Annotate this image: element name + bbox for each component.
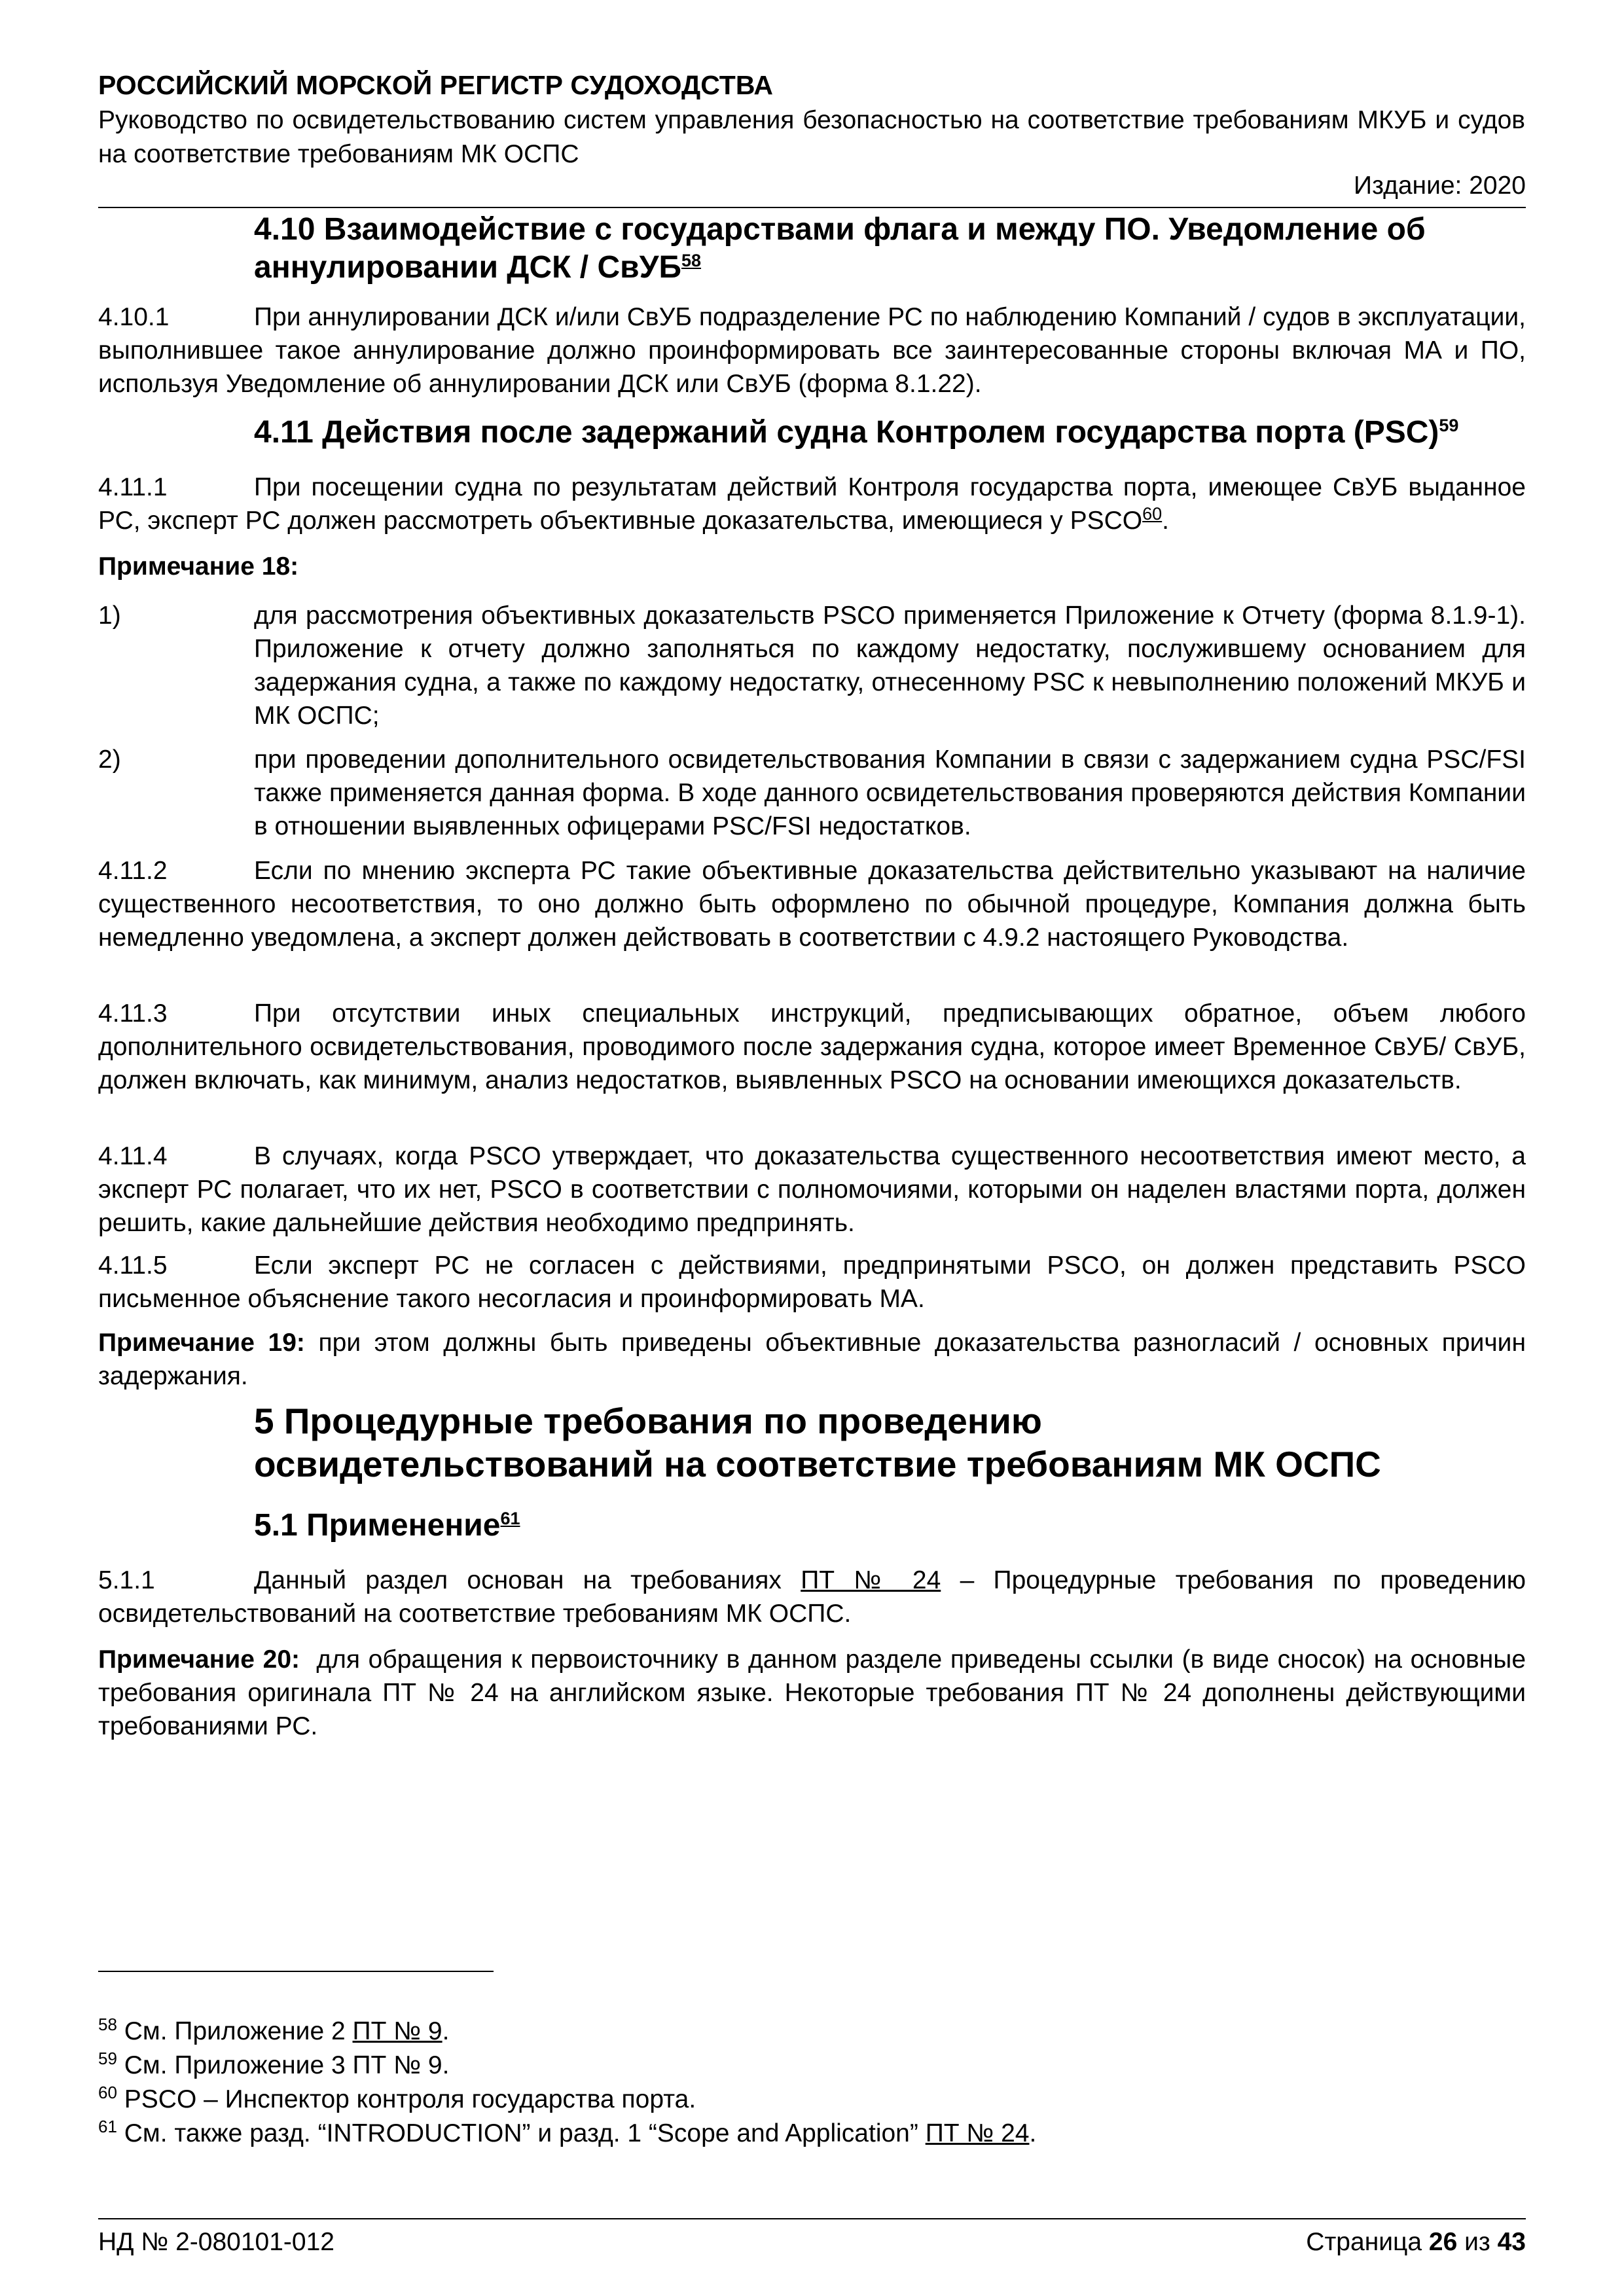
heading-4-10-line2: аннулировании ДСК / СвУБ — [254, 250, 681, 285]
footnote-number: 60 — [98, 2083, 117, 2102]
paragraph-number: 5.1.1 — [98, 1566, 155, 1594]
footnote-link[interactable]: ПТ № 24 — [925, 2119, 1030, 2147]
paragraph-text: При отсутствии иных специальных инструкций, предписывающих обратное, объем любого дополнительного освидетельствования, проводимого после задержания судна, которое имеет Временное СвУБ/ СвУБ, должен включать, как минимум, анализ недостатков, выявленных PSCO на основании имеющихся доказательств. — [98, 999, 1526, 1094]
paragraph-text: При аннулировании ДСК и/или СвУБ подразделение РС по наблюдению Компаний / судов в эксплуатации, выполнившее такое аннулирование должно проинформировать все заинтересованные стороны включая МА и ПО, используя Уведомление об аннулировании ДСК или СвУБ (форма 8.1.22). — [98, 303, 1526, 398]
footnote-text: См. Приложение 3 ПТ № 9. — [124, 2051, 450, 2079]
note-19 — [98, 1326, 1526, 1393]
paragraph-number: 4.10.1 — [98, 303, 170, 331]
footnote-text: См. Приложение 2 — [124, 2017, 353, 2045]
paragraph-4-11-1 — [98, 471, 1526, 537]
heading-4-11-text: 4.11 Действия после задержаний судна Контролем государства порта (PSC) — [254, 415, 1439, 450]
footnote-59 — [98, 2049, 449, 2083]
paragraph-4-11-5 — [98, 1249, 1526, 1316]
paragraph-text: При посещении судна по результатам действий Контроля государства порта, имеющее СвУБ выданное РС, эксперт РС должен рассмотреть объективные доказательства, имеющиеся у PSCO — [98, 473, 1526, 535]
note-19-label: Примечание 19: — [98, 1329, 305, 1357]
item-text: при проведении дополнительного освидетельствования Компании в связи с задержанием судна PSC/FSI также применяется данная форма. В ходе данного освидетельствования проверяются действия Компании в отношении выявленных офицерами PSC/FSI недостатков. — [254, 745, 1526, 840]
footnote-number: 58 — [98, 2015, 117, 2034]
paragraph-number: 4.11.3 — [98, 999, 168, 1028]
edition-label: Издание: 2020 — [1354, 171, 1526, 200]
paragraph-text: Если эксперт РС не согласен с действиями, предпринятыми PSCO, он должен представить PSCO письменное объяснение такого несогласия и проинформировать МА. — [98, 1251, 1526, 1313]
footnote-ref-58[interactable]: 58 — [681, 251, 702, 270]
item-text: для рассмотрения объективных доказательств PSCO применяется Приложение к Отчету (форма 8.1.9-1). Приложение к отчету должно заполняться по каждому недостатку, послужившему основанием для задержания судна, а также по каждому недостатку, отнесенному PSC к невыполнению положений МКУБ и МК ОСПС; — [254, 601, 1526, 730]
paragraph-end: . — [1162, 507, 1170, 535]
page-total: 43 — [1497, 2228, 1526, 2256]
footnote-separator — [98, 1971, 494, 1972]
paragraph-number: 4.11.4 — [98, 1142, 168, 1170]
paragraph-number: 4.11.2 — [98, 857, 168, 885]
document-subtitle: Руководство по освидетельствованию систем управления безопасностью на соответствие требованиям МКУБ и судов на соответствие требованиям МК ОСПС — [98, 106, 1525, 168]
note-20 — [98, 1643, 1526, 1743]
organization-title: РОССИЙСКИЙ МОРСКОЙ РЕГИСТР СУДОХОДСТВА — [98, 70, 774, 100]
note-19-text: при этом должны быть приведены объективные доказательства разногласий / основных причин задержания. — [98, 1329, 1526, 1390]
footnote-link[interactable]: ПТ № 9 — [352, 2017, 442, 2045]
footnote-ref-61[interactable]: 61 — [500, 1509, 520, 1528]
heading-5-line2: освидетельствований на соответствие требованиям МК ОСПС — [254, 1444, 1381, 1484]
paragraph-text: В случаях, когда PSCO утверждает, что доказательства существенного несоответствия имеют место, а эксперт РС полагает, что их нет, PSCO в соответствии с полномочиями, которыми он наделен властями порта, должен решить, какие дальнейшие действия необходимо предпринять. — [98, 1142, 1526, 1237]
paragraph-number: 4.11.5 — [98, 1251, 168, 1280]
page-indicator — [1306, 2228, 1526, 2257]
page-current: 26 — [1428, 2228, 1458, 2256]
heading-5-line1: 5 Процедурные требования по проведению — [254, 1401, 1042, 1441]
page-of: из — [1457, 2228, 1498, 2256]
pt-24-link[interactable]: ПТ № 24 — [801, 1566, 941, 1594]
heading-5-1 — [254, 1507, 520, 1545]
item-label: 1) — [98, 601, 121, 630]
footnote-58 — [98, 2015, 449, 2049]
paragraph-text-b: – Процедурные требования по проведению освидетельствований на соответствие требованиям МК ОСПС. — [98, 1566, 1526, 1628]
footnote-tail: . — [1029, 2119, 1037, 2147]
heading-4-10-line1: 4.10 Взаимодействие с государствами флага и между ПО. Уведомление об — [254, 212, 1426, 247]
footnote-60 — [98, 2083, 696, 2117]
heading-4-10 — [254, 211, 1426, 287]
footnote-text: PSCO – Инспектор контроля государства порта. — [124, 2085, 696, 2113]
page-label: Страница — [1306, 2228, 1429, 2256]
paragraph-4-11-3 — [98, 997, 1526, 1097]
item-label: 2) — [98, 745, 121, 774]
paragraph-text-a: Данный раздел основан на требованиях — [254, 1566, 801, 1594]
footnote-ref-59[interactable]: 59 — [1439, 416, 1459, 435]
paragraph-4-11-4 — [98, 1139, 1526, 1240]
footnote-tail: . — [442, 2017, 450, 2045]
paragraph-text: Если по мнению эксперта РС такие объективные доказательства действительно указывают на наличие существенного несоответствия, то оно должно быть оформлено по обычной процедуре, Компания должна быть немедленно уведомлена, а эксперт должен действовать в соответствии с 4.9.2 настоящего Руководства. — [98, 857, 1526, 952]
footer-rule — [98, 2218, 1526, 2219]
document-number: НД № 2-080101-012 — [98, 2228, 334, 2256]
footnote-number: 59 — [98, 2049, 117, 2068]
heading-4-11 — [254, 414, 1458, 452]
footnote-number: 61 — [98, 2117, 117, 2136]
heading-5 — [254, 1399, 1381, 1486]
paragraph-number: 4.11.1 — [98, 473, 168, 501]
note-18-label: Примечание 18: — [98, 552, 299, 581]
header-rule — [98, 207, 1526, 208]
footnote-text: См. также разд. “INTRODUCTION” и разд. 1 “Scope and Application” — [124, 2119, 926, 2147]
note-20-text: для обращения к первоисточнику в данном разделе приведены ссылки (в виде сносок) на основные требования оригинала ПТ № 24 на английском языке. Некоторые требования ПТ № 24 дополнены действующими требованиями РС. — [98, 1645, 1526, 1740]
paragraph-4-11-2 — [98, 854, 1526, 954]
footnote-61 — [98, 2117, 1036, 2151]
footnote-ref-60[interactable]: 60 — [1142, 504, 1163, 524]
paragraph-4-10-1 — [98, 300, 1526, 401]
note-20-label: Примечание 20: — [98, 1645, 300, 1674]
heading-5-1-text: 5.1 Применение — [254, 1508, 501, 1543]
paragraph-5-1-1 — [98, 1564, 1526, 1630]
